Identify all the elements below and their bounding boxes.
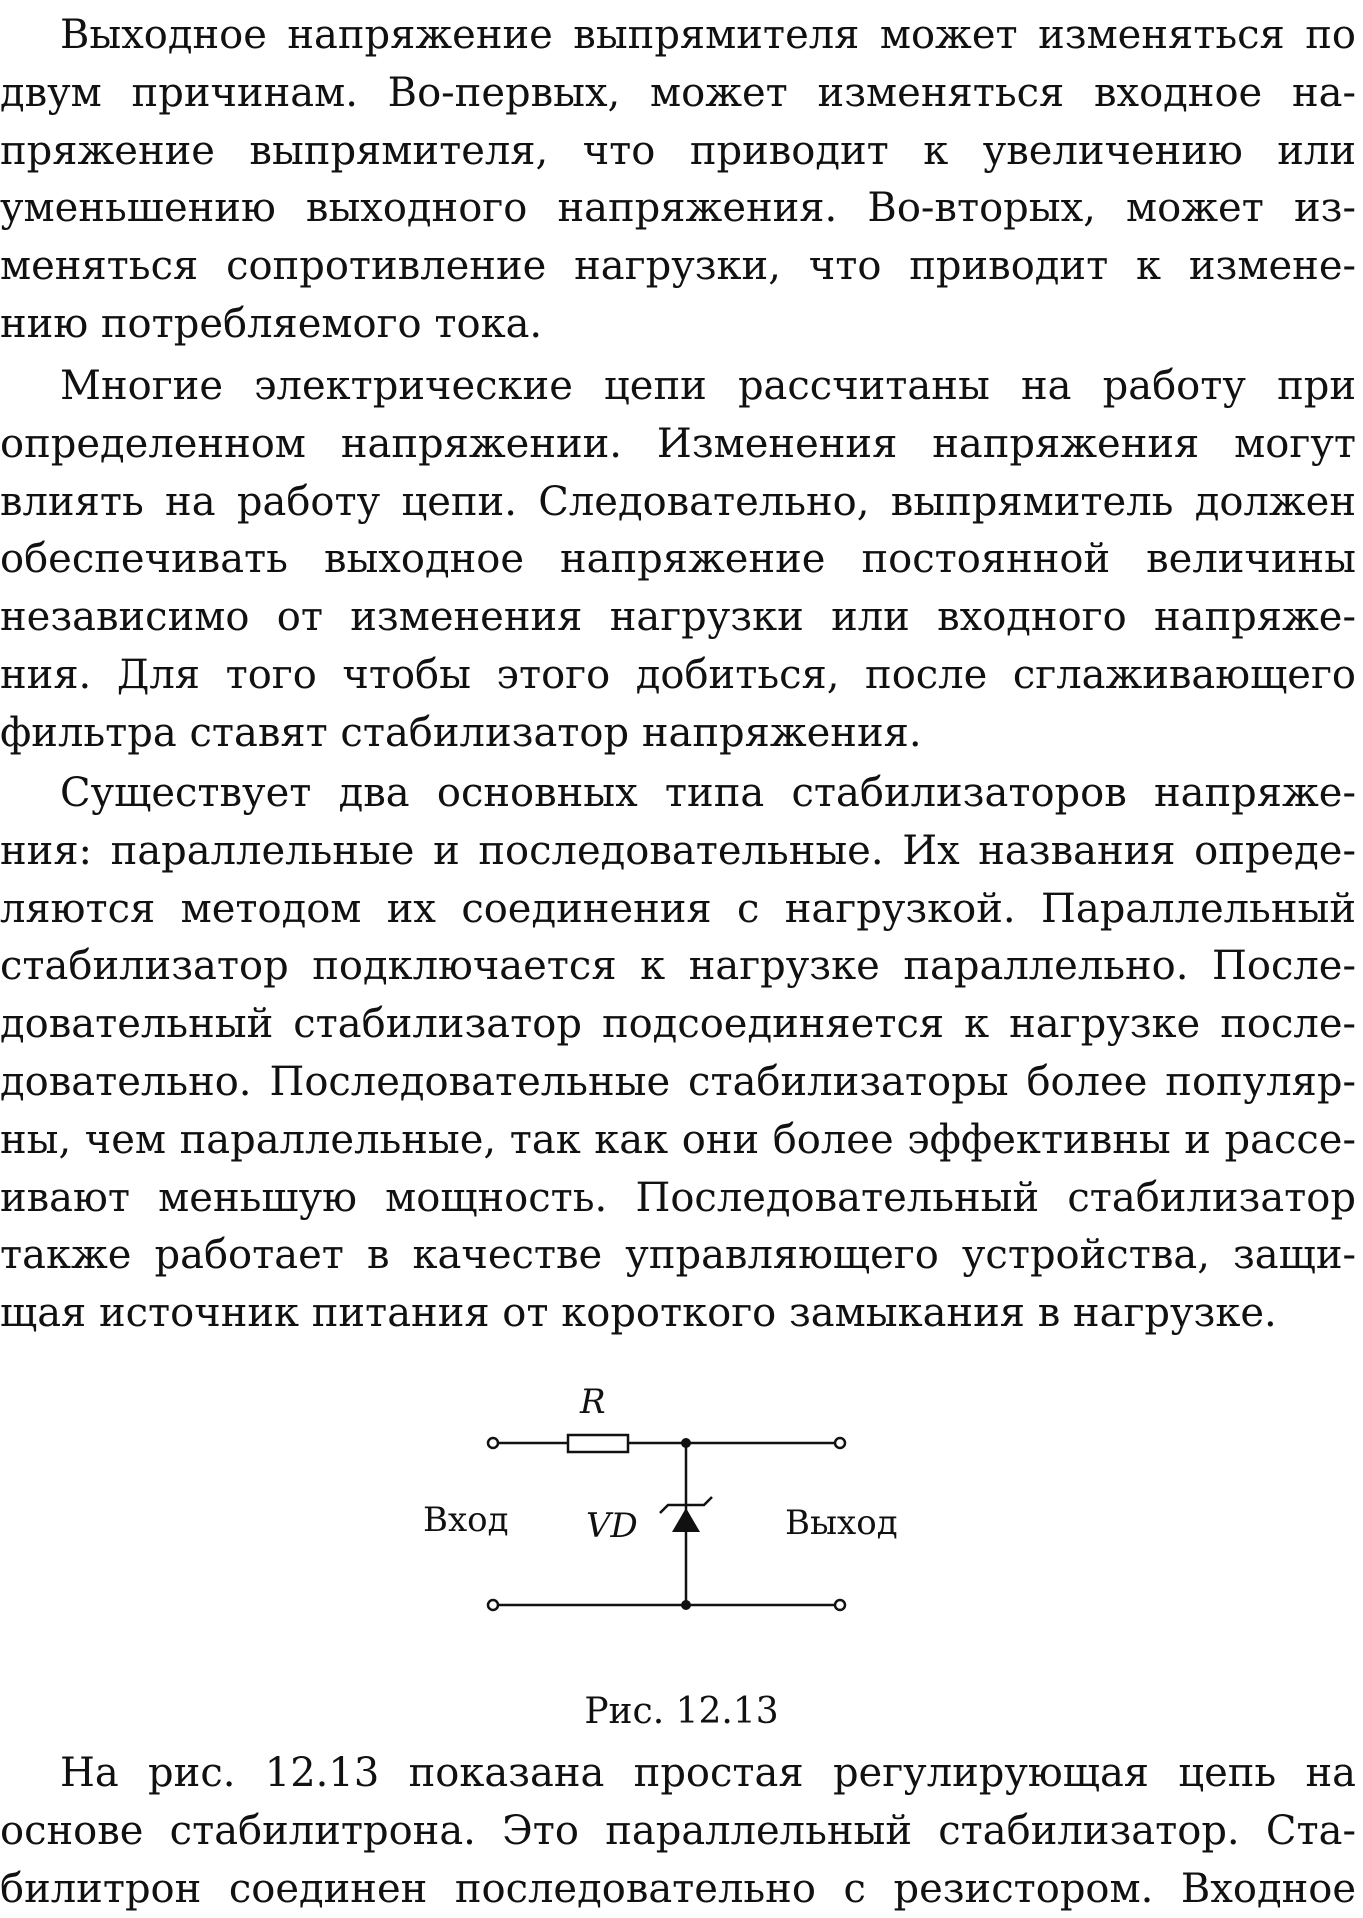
text-line: нию потребляемого тока. — [0, 300, 543, 347]
output-terminal-bottom — [835, 1600, 845, 1610]
paragraph-4 — [0, 1745, 1356, 1918]
text-line: пряжение выпрямителя, что приводит к увеличению или — [0, 127, 1356, 174]
input-terminal-top — [488, 1438, 498, 1448]
text-line: обеспечивать выходное напряжение постоянной величины — [0, 536, 1356, 583]
text-line: ния. Для того чтобы этого добиться, после сглаживающего — [0, 651, 1356, 698]
text-line: довательный стабилизатор подсоединяется к нагрузке после- — [0, 1001, 1356, 1048]
text-line: влиять на работу цепи. Следовательно, выпрямитель должен — [0, 478, 1356, 525]
text-line: меняться сопротивление нагрузки, что приводит к измене- — [0, 243, 1356, 290]
text-line: Выходное напряжение выпрямителя может изменяться по — [60, 12, 1356, 58]
text-line: Многие электрические цепи рассчитаны на работу при — [60, 363, 1356, 409]
text-line: ния: параллельные и последовательные. Их названия опреде- — [0, 827, 1356, 874]
text-line: ляются методом их соединения с нагрузкой. Параллельный — [0, 885, 1356, 932]
text-line: ны, чем параллельные, так как они более эффективны и рассе- — [0, 1116, 1356, 1163]
text-line: независимо от изменения нагрузки или входного напряже- — [0, 594, 1356, 641]
text-line: уменьшению выходного напряжения. Во-вторых, может из- — [0, 185, 1356, 232]
text-line: довательно. Последовательные стабилизаторы более популяр- — [0, 1058, 1356, 1105]
output-terminal-top — [835, 1438, 845, 1448]
text-line: На рис. 12.13 показана простая регулирующая цепь на — [60, 1750, 1356, 1796]
output-label: Выход — [785, 1503, 898, 1543]
text-line: определенном напряжении. Изменения напряжения могут — [0, 420, 1356, 467]
text-line: фильтра ставят стабилизатор напряжения. — [0, 709, 922, 756]
paragraph-3 — [0, 765, 1356, 1343]
paragraph-1 — [0, 7, 1356, 354]
text-line: также работает в качестве управляющего устройства, защи- — [0, 1232, 1356, 1279]
resistor-label: R — [580, 1382, 606, 1422]
paragraph-2 — [0, 358, 1356, 763]
text-line: основе стабилитрона. Это параллельный стабилизатор. Ста- — [0, 1807, 1356, 1854]
junction-dot-bottom — [681, 1600, 691, 1610]
input-label: Вход — [423, 1500, 509, 1540]
resistor-symbol — [568, 1435, 628, 1452]
input-terminal-bottom — [488, 1600, 498, 1610]
junction-dot-top — [681, 1438, 691, 1448]
circuit-schematic — [0, 1370, 1363, 1700]
text-line: щая источник питания от короткого замыкания в нагрузке. — [0, 1290, 1277, 1337]
text-line: Существует два основных типа стабилизаторов напряже- — [60, 770, 1356, 816]
text-line: стабилизатор подключается к нагрузке параллельно. После- — [0, 943, 1356, 990]
figure-caption: Рис. 12.13 — [584, 1691, 779, 1732]
zener-triangle — [672, 1508, 700, 1532]
text-line: билитрон соединен последовательно с резистором. Входное — [0, 1865, 1356, 1912]
zener-regulator-figure — [0, 1370, 1363, 1700]
diode-label: VD — [586, 1506, 638, 1546]
text-line: двум причинам. Во-первых, может изменяться входное на- — [0, 69, 1356, 116]
text-line: ивают меньшую мощность. Последовательный стабилизатор — [0, 1174, 1356, 1221]
